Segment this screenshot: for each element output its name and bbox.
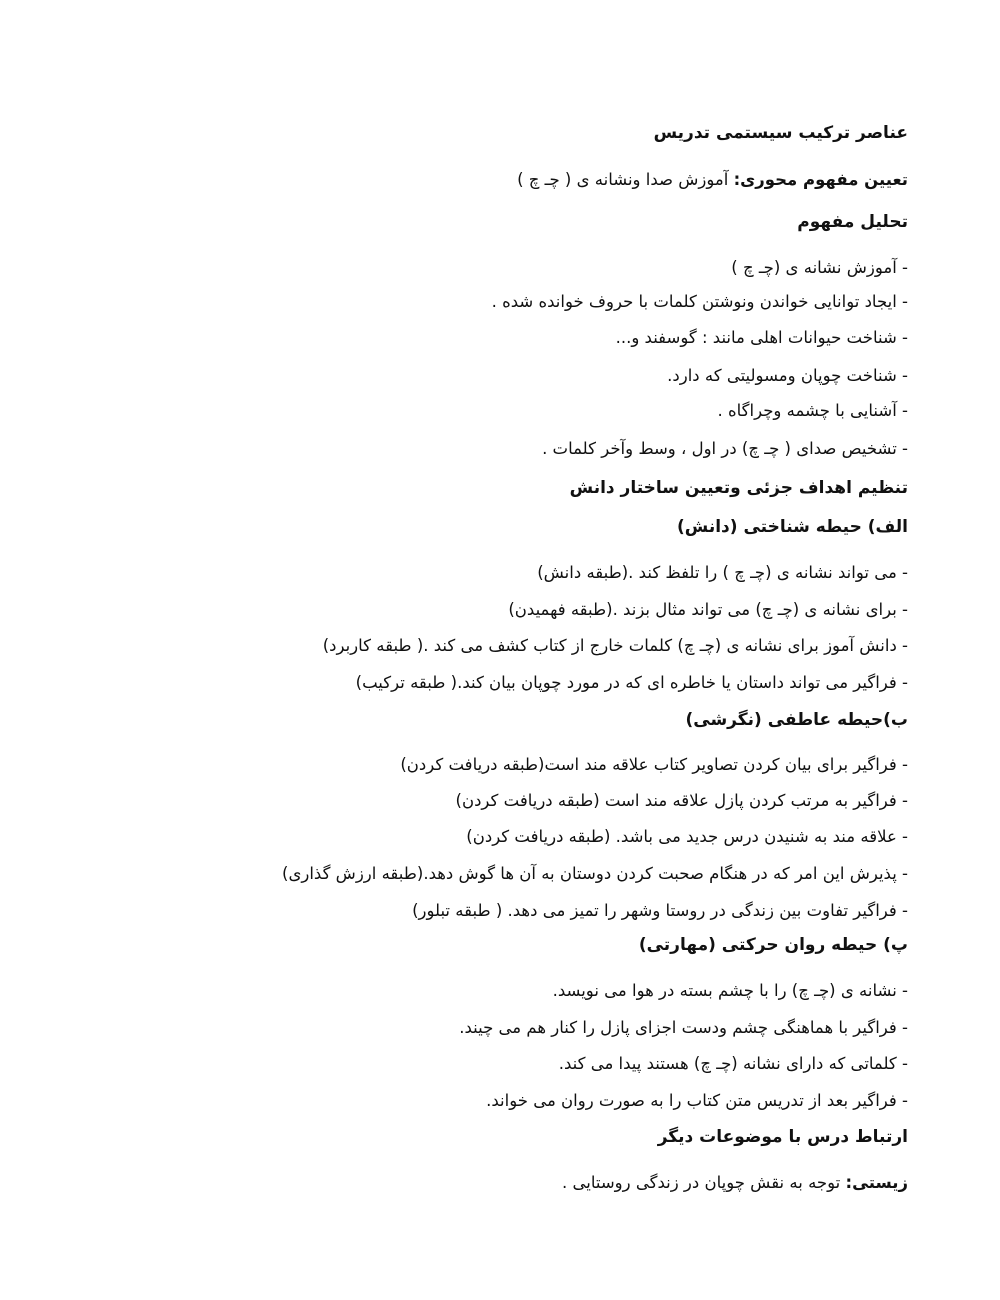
line-text: - شناخت چوپان ومسولیتی که دارد. — [667, 366, 908, 385]
section-heading — [686, 708, 909, 732]
list-item — [459, 1016, 908, 1040]
line-text: - دانش آموز برای نشانه ی (چـ چ) کلمات خارج از کتاب کشف می کند .( طبقه کاربرد) — [322, 636, 908, 655]
section-heading — [570, 476, 908, 500]
line-text: توجه به نقش چوپان در زندگی روستایی . — [561, 1173, 846, 1192]
line-text: پ) حیطه روان حرکتی (مهارتی) — [638, 935, 908, 955]
list-item — [553, 979, 908, 1003]
section-heading — [677, 515, 908, 539]
line-text: - آموزش نشانه ی (چـ چ ) — [731, 258, 908, 277]
list-item — [542, 437, 908, 461]
line-text: الف) حیطه شناختی (دانش) — [677, 517, 908, 537]
line-text: - علاقه مند به شنیدن درس جدید می باشد. (طبقه دریافت کردن) — [466, 827, 908, 846]
line-text: - فراگیر به مرتب کردن پازل علاقه مند است (طبقه دریافت کردن) — [455, 791, 908, 810]
line-text: - پذیرش این امر که در هنگام صحبت کردن دوستان به آن ها گوش دهد.(طبقه ارزش گذاری) — [282, 864, 908, 883]
list-item — [559, 1052, 908, 1076]
line-text: - برای نشانه ی (چـ چ) می تواند مثال بزند .(طبقه فهمیدن) — [508, 600, 908, 619]
list-item — [537, 561, 908, 585]
list-item — [508, 598, 908, 622]
line-text: عناصر ترکیب سیستمی تدریس — [653, 123, 908, 143]
line-text: - ایجاد توانایی خواندن ونوشتن کلمات با حروف خوانده شده . — [491, 292, 908, 311]
section-heading — [797, 210, 908, 234]
line-text: ب)حیطه عاطفی (نگرشی) — [685, 710, 908, 730]
line-text: - می تواند نشانه ی (چـ چ ) را تلفظ کند .(طبقه دانش) — [537, 563, 908, 582]
line-text: - فراگیر با هماهنگی چشم ودست اجزای پازل را کنار هم می چیند. — [459, 1018, 908, 1037]
list-item — [466, 825, 908, 849]
line-text: آموزش صدا ونشانه ی ( چـ چ ) — [517, 170, 734, 189]
labeled-line — [562, 1171, 908, 1195]
list-item — [492, 290, 908, 314]
line-text: تنظیم اهداف جزئی وتعیین ساختار دانش — [569, 478, 908, 498]
list-item — [731, 256, 908, 280]
line-text: ارتباط درس با موضوعات دیگر — [657, 1127, 908, 1147]
line-text: - فراگیر برای بیان کردن تصاویر کتاب علاقه مند است(طبقه دریافت کردن) — [400, 755, 908, 774]
list-item — [400, 753, 908, 777]
list-item — [323, 634, 908, 658]
list-item — [412, 899, 908, 923]
section-heading — [654, 121, 908, 145]
list-item — [456, 789, 908, 813]
section-heading — [658, 1125, 908, 1149]
list-item — [282, 862, 908, 886]
labeled-line — [517, 168, 908, 192]
list-item — [356, 671, 908, 695]
line-text: - تشخیص صدای ( چـ چ) در اول ، وسط وآخر کلمات . — [542, 439, 908, 458]
line-text: - فراگیر بعد از تدریس متن کتاب را به صورت روان می خواند. — [486, 1091, 908, 1110]
line-text: تحلیل مفهوم — [797, 212, 908, 232]
list-item — [667, 364, 908, 388]
line-text: - کلماتی که دارای نشانه (چـ چ) هستند پیدا می کند. — [558, 1054, 908, 1073]
list-item — [718, 399, 909, 423]
line-text: - فراگیر تفاوت بین زندگی در روستا وشهر را تمیز می دهد. ( طبقه تبلور) — [412, 901, 908, 920]
line-text: - فراگیر می تواند داستان یا خاطره ای که در مورد چوپان بیان کند.( طبقه ترکیب) — [355, 673, 908, 692]
line-text: - آشنایی با چشمه وچراگاه . — [717, 401, 908, 420]
line-text: - نشانه ی (چـ چ) را با چشم بسته در هوا می نویسد. — [552, 981, 908, 1000]
line-label: زیستی: — [845, 1173, 908, 1192]
line-label: تعیین مفهوم محوری: — [733, 170, 908, 189]
list-item — [486, 1089, 908, 1113]
section-heading — [639, 933, 908, 957]
line-text: - شناخت حیوانات اهلی مانند : گوسفند و... — [615, 328, 908, 347]
list-item — [616, 326, 908, 350]
